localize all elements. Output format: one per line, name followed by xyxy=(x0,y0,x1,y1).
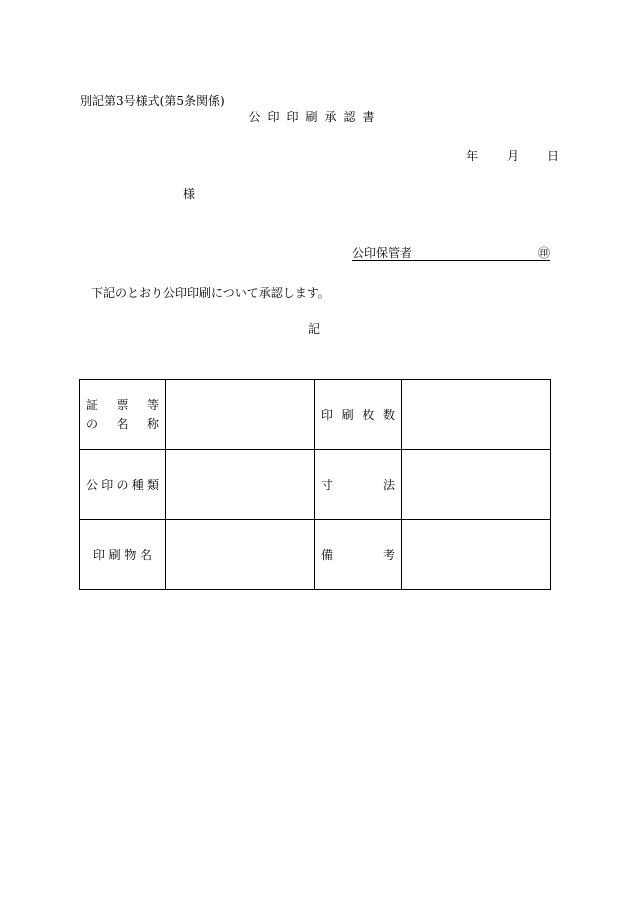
addressee-suffix: 様 xyxy=(183,187,196,201)
value-seal-type[interactable] xyxy=(166,450,315,520)
value-certificate-name[interactable] xyxy=(166,380,315,450)
label-char: 物 xyxy=(124,547,137,562)
label-char: 法 xyxy=(382,477,395,492)
keeper-label: 公印保管者 xyxy=(352,246,413,260)
label-char: 公 xyxy=(86,477,99,492)
label-char: の xyxy=(116,477,129,492)
form-reference: 別記第3号様式(第5条関係) xyxy=(80,94,225,108)
approval-table xyxy=(79,379,551,590)
label-char: 等 xyxy=(146,398,159,412)
label-char: 称 xyxy=(146,417,159,431)
table-row xyxy=(80,450,551,520)
label-char: 印 xyxy=(321,407,334,422)
label-char: 備 xyxy=(321,547,334,562)
label-seal-type xyxy=(80,450,166,520)
table-row xyxy=(80,520,551,590)
label-char: 名 xyxy=(139,547,152,562)
seal-mark: ㊞ xyxy=(537,246,550,260)
label-certificate-name xyxy=(80,380,166,450)
label-char: 証 xyxy=(86,398,99,412)
label-char: 刷 xyxy=(108,547,121,562)
label-char: 印 xyxy=(93,547,106,562)
value-dimensions[interactable] xyxy=(402,450,551,520)
date-line xyxy=(466,150,559,162)
label-print-count xyxy=(315,380,402,450)
value-remarks[interactable] xyxy=(402,520,551,590)
label-printed-item-name xyxy=(80,520,166,590)
label-char: 票 xyxy=(116,398,129,412)
label-char: 数 xyxy=(382,407,395,422)
label-char: の xyxy=(86,417,99,431)
label-dimensions xyxy=(315,450,402,520)
label-remarks xyxy=(315,520,402,590)
date-month: 月 xyxy=(507,149,520,163)
body-text: 下記のとおり公印印刷について承認します。 xyxy=(91,286,330,300)
label-char: 寸 xyxy=(321,477,334,492)
label-char: 印 xyxy=(101,477,114,492)
label-char: 名 xyxy=(116,417,129,431)
keeper-line xyxy=(352,247,550,261)
label-char: 考 xyxy=(382,547,395,562)
label-line xyxy=(86,418,159,430)
value-print-count[interactable] xyxy=(402,380,551,450)
page-title: 公印印刷承認書 xyxy=(248,110,382,124)
date-year: 年 xyxy=(466,149,479,163)
label-char: 枚 xyxy=(362,407,375,422)
date-day: 日 xyxy=(547,149,560,163)
table-row xyxy=(80,380,551,450)
label-line xyxy=(86,399,159,411)
value-printed-item-name[interactable] xyxy=(166,520,315,590)
label-char: 刷 xyxy=(341,407,354,422)
record-heading: 記 xyxy=(308,322,321,336)
label-char: 種 xyxy=(131,477,144,492)
label-char: 類 xyxy=(146,477,159,492)
